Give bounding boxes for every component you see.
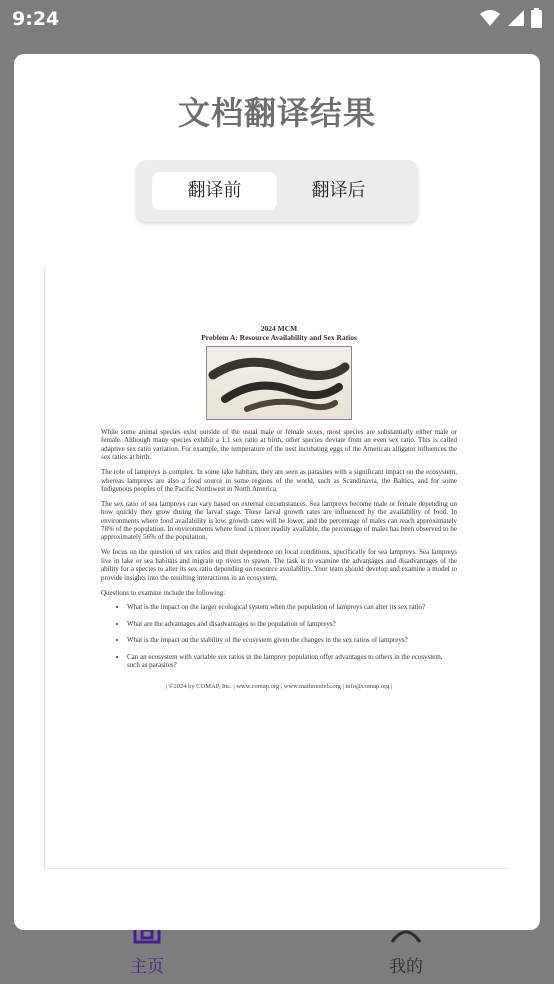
document-paragraph: The sex ratio of sea lampreys can vary based on external circumstances. Sea lampreys become male or female depending on how quickly they grow during the larval stage. These larval growth rates are influenced by the availability of food. In environments where food availability is low, growth rates will be lower, and the percentage of males can reach approximately 78% of the population. In environments where food is more readily available, the percentage of males has been observed to be approximately 56% of the population. <box>101 499 457 542</box>
lamprey-image <box>206 346 352 420</box>
document-paragraph: Questions to examine include the following: <box>101 588 226 597</box>
wifi-icon <box>479 9 501 27</box>
document-header-title: Problem A: Resource Availability and Sex Ratios <box>201 333 357 342</box>
dialog-title: 文档翻译结果 <box>177 94 376 132</box>
list-item: • What are the advantages and disadvantages to the population of lampreys? <box>127 620 457 628</box>
document-paragraph: While some animal species exist outside of the usual male or female sexes, most species are substantially either male or female. Although many species exhibit a 1:1 sex ratio at birth, other species deviate from an even sex ratio. This is called adaptive sex ratio variation. For example, the temperature of the nest incubating eggs of the American alligator influences the sex ratios at birth. <box>101 428 457 462</box>
battery-icon <box>531 8 542 28</box>
signal-icon <box>507 9 525 27</box>
document-paragraph: The role of lampreys is complex. In some lake habitats, they are seen as parasites with a significant impact on the ecosystem, whereas lampreys are also a food source in some regions of the world, such as Scandinavia, the Baltics, and for some Indigenous peoples of the Pacific Northwest in North America. <box>101 468 457 493</box>
tab-before-translation[interactable]: 翻译前 <box>152 172 277 210</box>
document-content <box>101 324 457 692</box>
status-bar <box>0 0 554 38</box>
nav-home-label: 主页 <box>130 957 164 977</box>
translation-result-dialog <box>14 54 540 930</box>
status-time: 9:24 <box>12 8 60 30</box>
status-icons <box>479 8 542 28</box>
nav-mine-label: 我的 <box>389 957 423 977</box>
list-item: • What is the impact on the stability of the ecosystem given the changes in the sex ratios of lampreys? <box>127 636 457 644</box>
document-bullet-list <box>101 603 457 669</box>
lamprey-illustration <box>207 347 351 419</box>
tab-after-translation[interactable]: 翻译后 <box>311 180 366 201</box>
list-item: • What is the impact on the larger ecological system when the population of lampreys can alter its sex ratio? <box>127 603 457 611</box>
list-item: • Can an ecosystem with variable sex ratios in the lamprey population offer advantages to others in the ecosystem, such as parasites? <box>127 653 457 670</box>
bottom-navigation <box>0 924 554 984</box>
translation-toggle <box>136 160 418 222</box>
document-preview[interactable] <box>45 268 509 868</box>
document-footer: | ©2024 by COMAP, Inc. | www.comap.org | www.mathmodels.org | info@comap.org | <box>165 683 393 691</box>
document-header-year: 2024 MCM <box>260 324 298 333</box>
document-paragraph: We focus on the question of sex ratios and their dependence on local conditions, specifically for sea lampreys. Sea lampreys live in lake or sea habitats and migrate up rivers to spawn. The task is to examine the advantages and disadvantages of the ability for a species to alter its sex ratio depending on resource availability. Your team should develop and examine a model to provide insights into the resulting interactions in an ecosystem. <box>101 548 457 582</box>
